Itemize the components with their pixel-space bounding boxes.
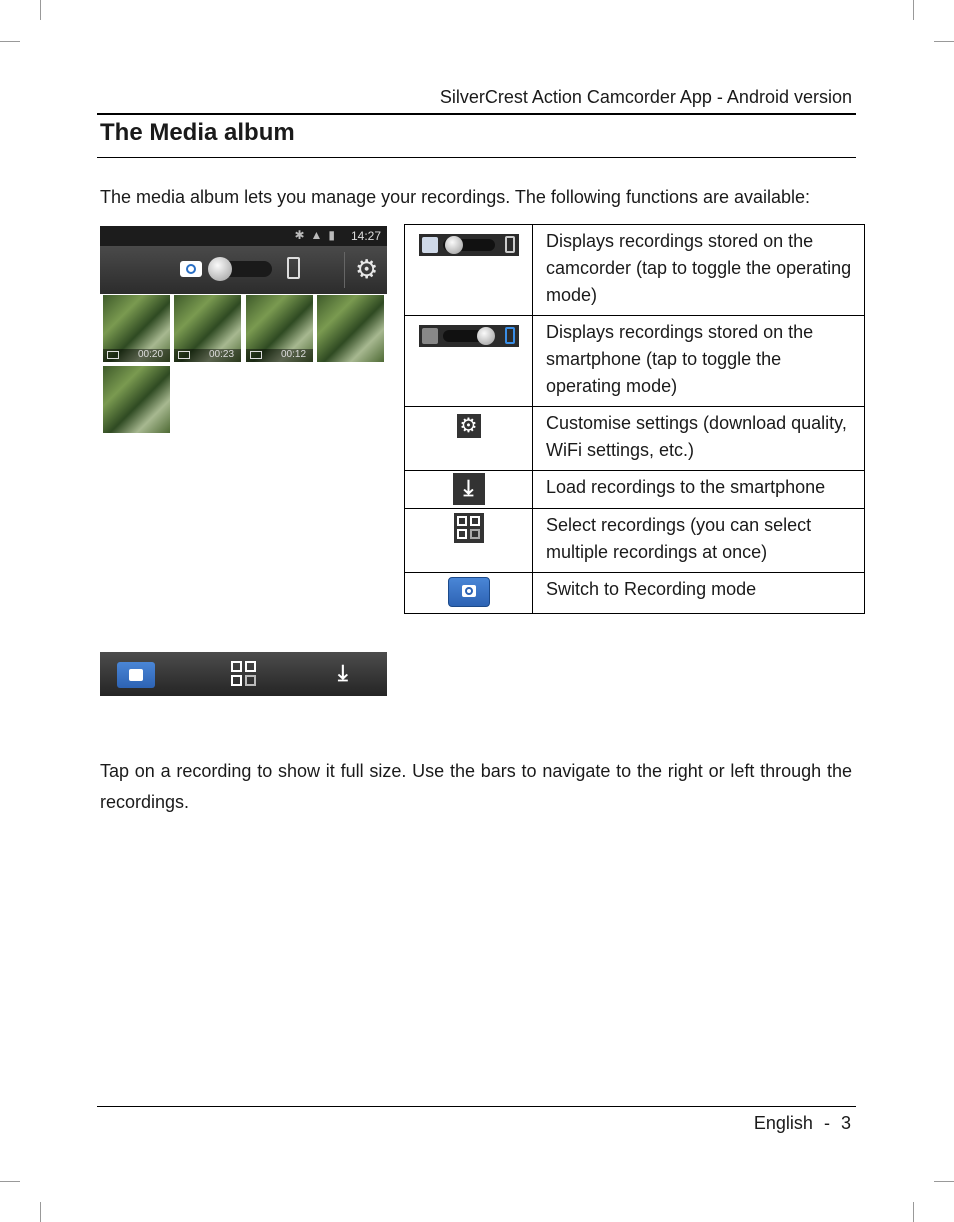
table-row [405, 509, 865, 573]
crop-mark [913, 0, 914, 20]
function-table [404, 224, 865, 614]
status-time: 14:27 [350, 229, 381, 243]
duration-overlay [103, 349, 170, 362]
mode-toggle[interactable] [208, 257, 232, 281]
album-bottom-toolbar [100, 652, 387, 696]
crop-mark [0, 1181, 20, 1182]
duration-overlay [246, 349, 313, 362]
camcorder-icon [180, 261, 202, 277]
toolbar-divider [344, 252, 345, 288]
download-icon[interactable]: ⤓ [338, 660, 348, 685]
table-row [405, 471, 865, 509]
camcorder-toggle-icon [419, 234, 519, 256]
footer-language: English [753, 1113, 813, 1133]
footer-rule [97, 1106, 856, 1107]
duration: 00:12 [281, 349, 307, 360]
function-description: Displays recordings stored on the smartphone (tap to toggle the operating mode) [533, 316, 865, 407]
status-bar [100, 226, 387, 246]
multi-select-icon[interactable] [231, 661, 257, 687]
icon-cell [405, 316, 533, 407]
header-rule [97, 113, 856, 115]
crop-mark [0, 41, 20, 42]
duration: 00:23 [209, 349, 235, 360]
table-row [405, 407, 865, 471]
crop-mark [40, 0, 41, 20]
recording-thumbnail[interactable] [246, 295, 313, 362]
icon-cell [405, 407, 533, 471]
footer-separator: - [823, 1113, 830, 1133]
function-description: Displays recordings stored on the camcorder (tap to toggle the operating mode) [533, 225, 865, 316]
body-paragraph: Tap on a recording to show it full size. Use the bars to navigate to the right or left through the recordings. [100, 761, 852, 812]
icon-cell [405, 471, 533, 509]
recording-thumbnail[interactable] [103, 366, 170, 433]
table-row [405, 225, 865, 316]
duration: 00:20 [138, 349, 164, 360]
function-description: Load recordings to the smartphone [533, 471, 865, 509]
table-row [405, 316, 865, 407]
crop-mark [913, 1202, 914, 1222]
video-icon [250, 351, 262, 359]
page-footer [754, 1113, 851, 1134]
intro-paragraph: The media album lets you manage your recordings. The following functions are available: [100, 187, 811, 207]
recording-thumbnail[interactable] [317, 295, 384, 362]
recording-thumbnail[interactable] [174, 295, 241, 362]
function-description: Customise settings (download quality, WiFi settings, etc.) [533, 407, 865, 471]
crop-mark [934, 1181, 954, 1182]
camera-icon[interactable] [117, 662, 155, 688]
recording-thumbnail[interactable] [103, 295, 170, 362]
media-album-screenshot [100, 226, 387, 435]
gear-icon: ⚙ [457, 414, 481, 438]
page-title: The Media album [100, 119, 295, 146]
album-toolbar [100, 246, 387, 294]
table-row [405, 573, 865, 614]
crop-mark [40, 1202, 41, 1222]
icon-cell [405, 509, 533, 573]
icon-cell [405, 573, 533, 614]
smartphone-icon [287, 257, 300, 279]
title-rule [97, 157, 856, 158]
duration-overlay [174, 349, 241, 362]
crop-mark [934, 41, 954, 42]
running-header: SilverCrest Action Camcorder App - Android version [439, 87, 852, 107]
video-icon [107, 351, 119, 359]
function-description: Select recordings (you can select multiple recordings at once) [533, 509, 865, 573]
video-icon [178, 351, 190, 359]
download-icon: ⤓ [453, 473, 485, 505]
camera-icon [448, 577, 490, 607]
smartphone-toggle-icon [419, 325, 519, 347]
function-description: Switch to Recording mode [533, 573, 865, 614]
icon-cell [405, 225, 533, 316]
gear-icon[interactable]: ⚙ [355, 254, 379, 284]
page-number: 3 [840, 1113, 851, 1133]
status-icons: ✱▲▮ [294, 228, 341, 242]
multi-select-icon [454, 513, 484, 543]
